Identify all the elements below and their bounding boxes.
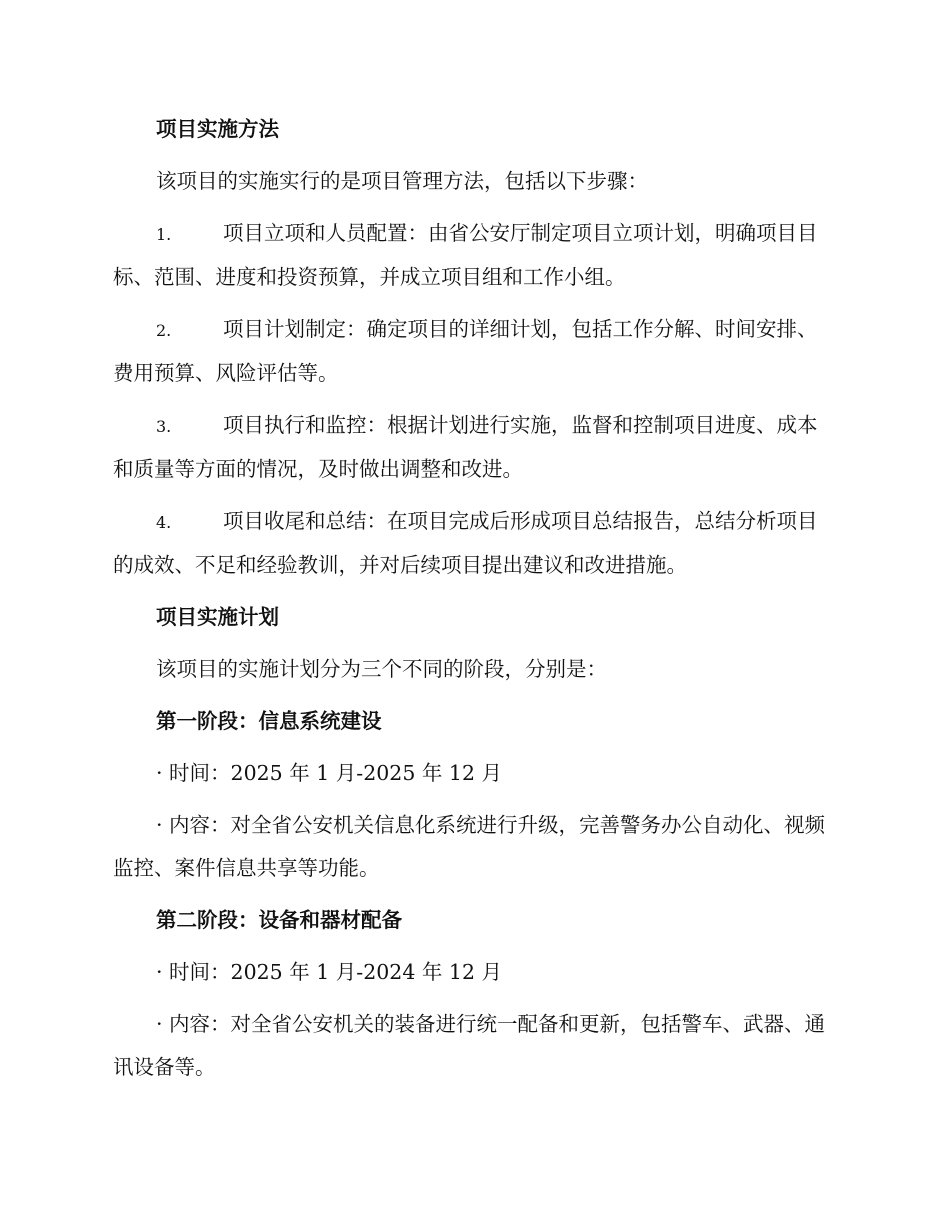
section-title-methods: 项目实施方法 [156,117,279,141]
step-number: 4. [156,513,172,532]
stage-title-2: 第二阶段：设备和器材配备 [156,908,402,932]
step-item-1 [113,212,835,299]
methods-intro: 该项目的实施实行的是项目管理方法，包括以下步骤： [156,169,648,193]
step-text: 项目收尾和总结：在项目完成后形成项目总结报告，总结分析项目的成效、不足和经验教训，并对后续项目提出建议和改进措施。 [113,509,818,577]
step-number: 3. [156,417,172,436]
stage-2-content: · 内容：对全省公安机关的装备进行统一配备和更新，包括警车、武器、通讯设备等。 [113,1012,826,1079]
step-text: 项目计划制定：确定项目的详细计划，包括工作分解、时间安排、费用预算、风险评估等。 [113,317,818,385]
step-number: 2. [156,321,172,340]
step-item-2 [113,308,835,395]
step-number: 1. [156,225,172,244]
step-text: 项目执行和监控：根据计划进行实施，监督和控制项目进度、成本和质量等方面的情况，及时做出调整和改进。 [113,413,818,481]
stage-1-time: · 时间：2025 年 1 月-2025 年 12 月 [156,761,503,785]
stage-1-content: · 内容：对全省公安机关信息化系统进行升级，完善警务办公自动化、视频监控、案件信息共享等功能。 [113,813,826,880]
step-item-3 [113,404,835,491]
step-text: 项目立项和人员配置：由省公安厅制定项目立项计划，明确项目目标、范围、进度和投资预算，并成立项目组和工作小组。 [113,221,818,289]
stage-title-1: 第一阶段：信息系统建设 [156,709,382,733]
step-item-4 [113,500,835,587]
section-title-plan: 项目实施计划 [156,605,279,629]
stage-2-time: · 时间：2025 年 1 月-2024 年 12 月 [156,960,503,984]
plan-intro: 该项目的实施计划分为三个不同的阶段，分别是： [156,657,607,681]
document-body [113,108,835,1098]
